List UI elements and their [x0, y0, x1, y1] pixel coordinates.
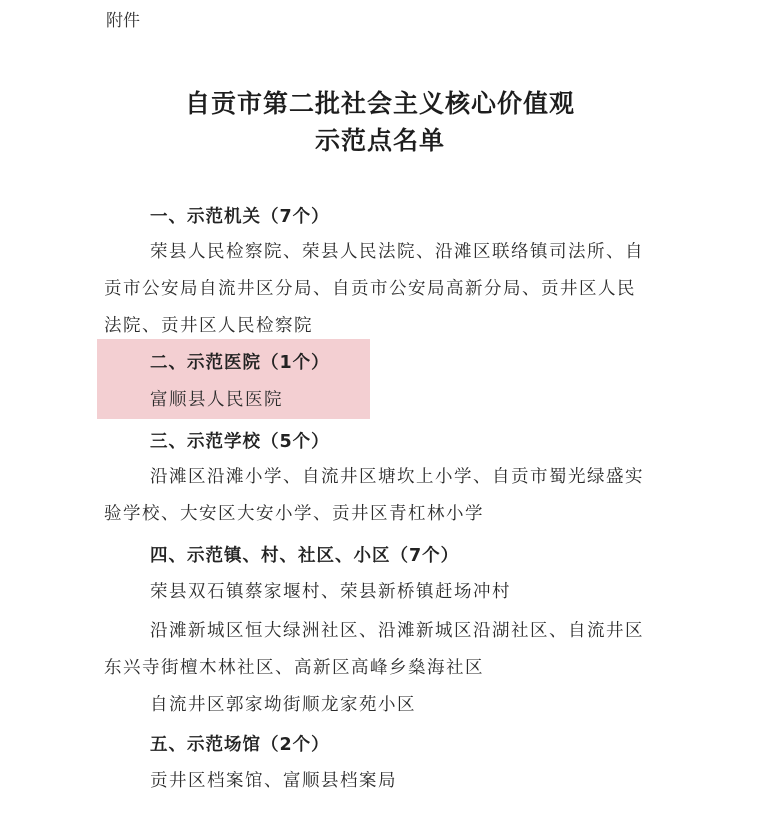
section-line: 富顺县人民医院	[150, 390, 283, 410]
section-line: 贡市公安局自流井区分局、自贡市公安局高新分局、贡井区人民	[104, 279, 636, 299]
attachment-label: 附件	[106, 11, 140, 31]
section-heading-venues: 五、示范场馆（2个）	[150, 735, 330, 755]
section-line: 荣县双石镇蔡家堰村、荣县新桥镇赶场冲村	[150, 582, 511, 602]
document-title-line-1: 自贡市第二批社会主义核心价值观	[184, 89, 575, 118]
section-heading-schools: 三、示范学校（5个）	[150, 432, 330, 452]
section-line: 贡井区档案馆、富顺县档案局	[150, 771, 397, 791]
section-line: 沿滩新城区恒大绿洲社区、沿滩新城区沿湖社区、自流井区	[150, 621, 644, 641]
section-line: 自流井区郭家坳街顺龙家苑小区	[150, 695, 416, 715]
section-line: 法院、贡井区人民检察院	[104, 316, 313, 336]
section-heading-hospitals: 二、示范医院（1个）	[150, 353, 330, 373]
document-title-line-2: 示范点名单	[314, 126, 445, 155]
section-line: 沿滩区沿滩小学、自流井区塘坎上小学、自贡市蜀光绿盛实	[150, 467, 644, 487]
section-line: 荣县人民检察院、荣县人民法院、沿滩区联络镇司法所、自	[150, 242, 644, 262]
section-line: 东兴寺街檀木林社区、高新区高峰乡燊海社区	[104, 658, 484, 678]
section-heading-towns: 四、示范镇、村、社区、小区（7个）	[150, 546, 460, 566]
section-heading-organs: 一、示范机关（7个）	[150, 207, 330, 227]
section-line: 验学校、大安区大安小学、贡井区青杠林小学	[104, 504, 484, 524]
